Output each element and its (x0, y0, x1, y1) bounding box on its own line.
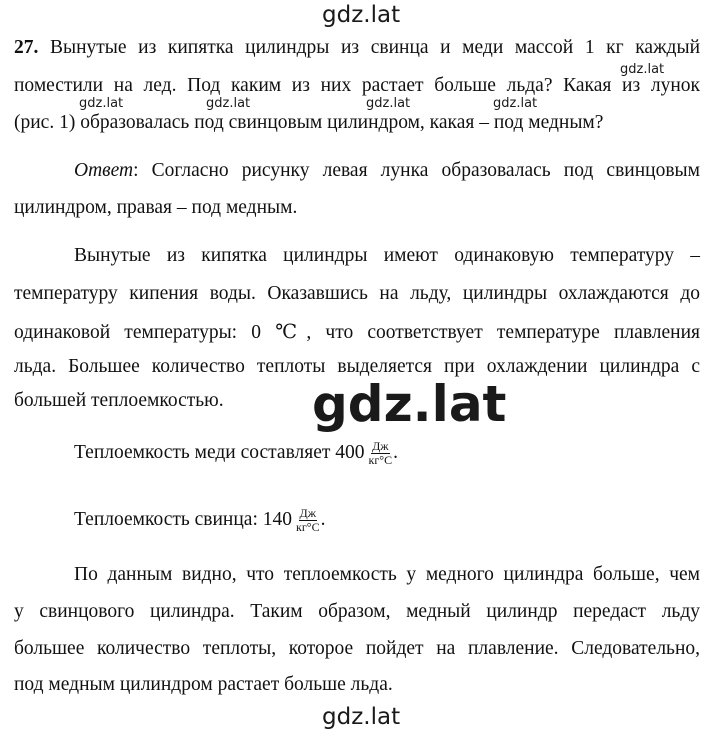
watermark-bottom: gdz.lat (322, 704, 401, 730)
watermark-small: gdz.lat (366, 96, 411, 111)
paragraph-1-line-2: температуру кипения воды. Оказавшись на льду, цилиндры охлаждаются до (14, 283, 700, 304)
copper-end: . (393, 441, 398, 463)
paragraph-2-line-1: По данным видно, что теплоемкость у медного цилиндра больше, чем (74, 564, 700, 585)
copper-unit-denominator: кг°С (368, 453, 393, 467)
watermark-small: gdz.lat (620, 62, 665, 77)
copper-text: Теплоемкость меди составляет 400 (74, 441, 365, 463)
watermark-small: gdz.lat (79, 96, 124, 111)
problem-line-2: поместили на лед. Под каким из них растает больше льда? Какая из лунок (14, 75, 700, 96)
watermark-top: gdz.lat (322, 2, 401, 28)
copper-unit (368, 440, 394, 467)
paragraph-2-line-3: большее количество теплоты, которое пойдет на плавление. Следовательно, (14, 638, 700, 659)
lead-unit-denominator: кг°С (296, 520, 320, 534)
lead-heat-capacity (74, 507, 474, 534)
answer-label: Ответ (74, 160, 134, 181)
answer-text: : Согласно рисунку левая лунка образовалась под свинцовым (133, 160, 700, 181)
lead-unit (295, 507, 321, 534)
copper-heat-capacity (74, 440, 574, 467)
paragraph-2-line-2: у свинцового цилиндра. Таким образом, медный цилиндр передаст льду (14, 601, 700, 622)
problem-line-3: (рис. 1) образовалась под свинцовым цилиндром, какая – под медным? (14, 112, 604, 133)
answer-line-1 (74, 160, 700, 182)
paragraph-1-line-1: Вынутые из кипятка цилиндры имеют одинаковую температуру – (74, 245, 700, 266)
watermark-small: gdz.lat (493, 96, 538, 111)
lead-end: . (320, 508, 326, 530)
lead-text: Теплоемкость свинца: 140 (74, 508, 293, 530)
watermark-big: gdz.lat (312, 375, 507, 433)
paragraph-1-line-4: льда. Большее количество теплоты выделяется при охлаждении цилиндра с (14, 356, 700, 377)
answer-line-2: цилиндром, правая – под медным. (14, 197, 298, 218)
paragraph-2-line-4: под медным цилиндром растает больше льда. (14, 674, 393, 695)
lead-unit-numerator: Дж (299, 506, 317, 520)
copper-unit-numerator: Дж (372, 439, 389, 453)
problem-text: Вынутые из кипятка цилиндры из свинца и меди массой 1 кг каждый (49, 37, 701, 58)
watermark-small: gdz.lat (206, 96, 251, 111)
problem-line-1 (14, 37, 700, 59)
paragraph-1-line-5: большей теплоемкостью. (14, 390, 224, 411)
problem-number: 27. (14, 37, 39, 58)
paragraph-1-line-3: одинаковой температуры: 0 ℃, что соответствует температуре плавления (14, 322, 700, 343)
